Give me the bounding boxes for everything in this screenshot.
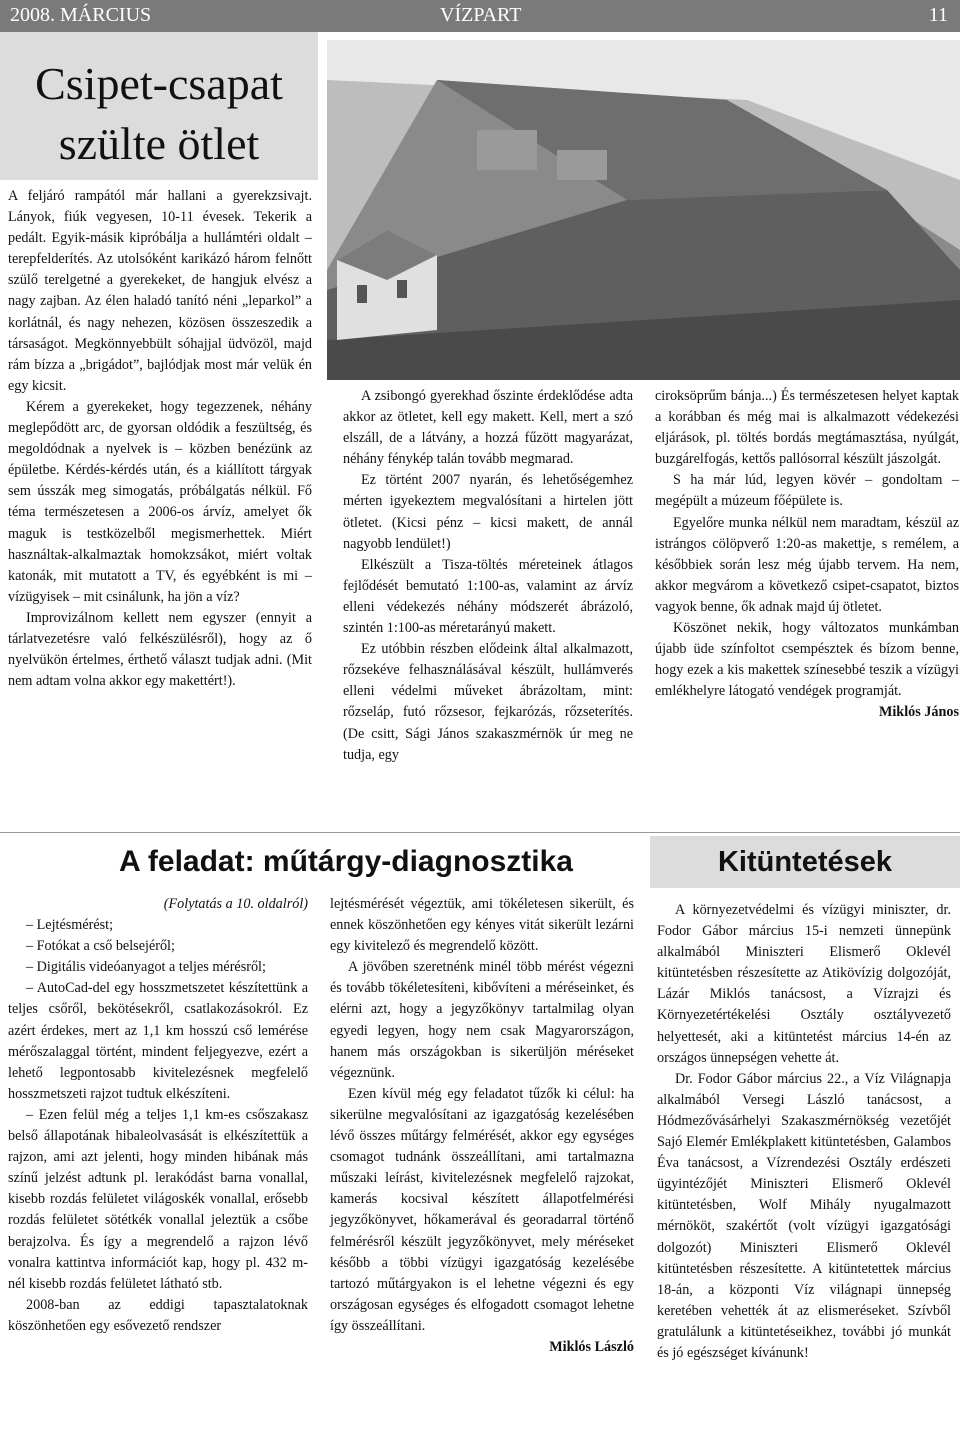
page-header (0, 0, 960, 32)
paragraph: Ez utóbbin részben elődeink által alkalmazott, rőzsekéve felhasználásával készült, hullámverés elleni védelmi műveket ábrázoltam, mint: rőzseláp, futó rőzsesor, fejkarózás, rőzseterítés. (De csitt, Sági János szakaszmérnök úr meg ne tudja, egy (343, 641, 633, 763)
continued-note: (Folytatás a 10. oldalról) (163, 896, 308, 912)
paragraph: – Digitális videóanyagot a teljes mérésről; (26, 959, 266, 976)
paragraph: Egyelőre munka nélkül nem maradtam, készül az istrángos cölöpverő 1:20-as makettje, s remélem, a későbbiek során lesz még újabb tervem. Ha nem, akkor megvárom a következő csipet-csapatot, biztos vagyok benne, ők adnak majd új ötletet. (655, 514, 959, 615)
paragraph: Dr. Fodor Gábor március 22., a Víz Világnapja alkalmából Versegi László tanácsost, a Hódmezővásárhelyi Szakaszmérnökség vezetőjét Sajó Elemér Emlékplakett kitüntetésben, Galambos Éva tanácsost, a Vízrendezési Osztály erdészeti ügyintézőjét Miniszteri Elismerő Oklevél kitüntetésben, Wolf Mihály nyugalmazott mérnököt, szakértőt (volt vízügyi igazgatósági dolgozót) Miniszteri Elismerő Oklevél kitüntetésben részesítette. A kitüntetettek március 18-án, a központi Víz világnapi ünnepség keretében vehették át az elismeréseket. Szívből gratulálunk a kitüntetéseikhez, további jó munkát és jó egészséget kívánunk! (657, 1070, 951, 1361)
paragraph: Köszönet nekik, hogy változatos munkámban újabb üde színfoltot csempésztek és bízom benne, hogy ezek a kis makettek színesebbé teszik a vízügyi emlékhelyre látogató vendégek programját. (655, 620, 959, 700)
paragraph: A jövőben szeretnénk minél több mérést végezni és tovább tökéletesíteni, kibővíteni a méréseinket, és elérni azt, hogy a jegyzőkönyv tartalmilag olyan egyedi legyen, hogy nem csak Magyarországon, hanem más országokban is sikerüljön méréseket végeznünk. (330, 959, 634, 1081)
paragraph: lejtésmérését végeztük, ami tökéletesen sikerült, és ennek köszönhetően egy kényes vitát sikerült lezárni egy kivitelező és megrendelő között. (330, 896, 634, 955)
article3-title: Kitüntetések (650, 836, 960, 888)
paragraph: – Fotókat a cső belsejéről; (26, 938, 175, 955)
paragraph: – Lejtésmérést; (26, 917, 114, 934)
article2-signature: Miklós László (549, 1338, 634, 1355)
article1-column-1 (8, 186, 312, 692)
paragraph: A környezetvédelmi és vízügyi miniszter, dr. Fodor Gábor március 15-i nemzeti ünnepünk alkalmából Miniszteri Elismerő Oklevél kitüntetésben részesítette az Atikövízig dolgozóját, Lázár Miklós tanácsost, a Vízrajzi és Környezetértékelési Osztály osztályvezető helyettesét, aki a kitüntetést március 14-én az országos ünnepségen vehette át. (657, 902, 951, 1066)
paragraph: Improvizálnom kellett nem egyszer (ennyit a tárlatvezetésre való felkészülésről), hogy az ő nyelvükön értelmes, érthető választ tudjak adni. (Mit nem adtam volna akkor egy makettért!). (8, 609, 312, 690)
paragraph: Ez történt 2007 nyarán, és lehetőségemhez mérten igyekeztem megvalósítani a hirtelen jött ötletet. (Kicsi pénz – kicsi makett, de annál nagyobb lendület!) (343, 472, 633, 552)
page-number: 11 (928, 4, 948, 26)
paragraph: A zsibongó gyerekhad őszinte érdeklődése adta akkor az ötletet, kell egy makett. Kell, mert a szó elszáll, de a látvány, a hozzá fűzött magyarázat, néhány fénykép talán tovább megmarad. (343, 388, 633, 468)
article2-column-1 (8, 894, 308, 1337)
paragraph: – Ezen felül még a teljes 1,1 km-es csőszakasz belső állapotának hibaleolvasását is elkészítettük a rajzon, ami azt jelenti, hogy minden hibának más színű jelzést adtunk pl. lerakódást barna vonallal, kisebb rozdás felületet világoskék vonallal, erősebb rozdás felületet sötétkék vonallal jeleztük a csőbe berajzolva. És így a megrendelő a rajzon lévő vonalra kattintva információt kap, hogy pl. 432 m-nél kisebb rozdás felületet látható stb. (8, 1106, 308, 1292)
article3-column (657, 900, 951, 1364)
article1-title: Csipet-csapat szülte ötlet (0, 32, 318, 180)
article1-signature: Miklós János (878, 704, 959, 721)
article2-column-2 (330, 894, 634, 1358)
article2-title: A feladat: műtárgy-diagnosztika (119, 845, 573, 878)
paragraph: Kérem a gyerekeket, hogy tegezzenek, néhány meglepődött arc, de gyorsan oldódik a feszültség, és megoldódnak a nyelvek is – közben benézünk az épületbe. Kérdés-kérdés után, és a kiállított tárgyak sem ússzák meg simogatás, próbálgatás nélkül. Fő téma természetesen a 2006-os árvíz, amelyet ők maguk is testközelből megismerhettek. Miért használtak-alkalmaztak homokzsákot, miért voltak katonák, mit mutatott a TV, és egyébként is mi – vízügyisek – mit csinálunk, ha jön a víz? (8, 398, 312, 605)
section-name: VÍZPART (440, 4, 522, 26)
issue-date: 2008. MÁRCIUS (10, 4, 152, 26)
paragraph: ciroksöprűm bánja...) És természetesen helyet kaptak a korábban és még mai is alkalmazott védekezési eljárások, pl. töltés bordás megtámasztása, nyúlgát, buzgárelfogás, kettős pallósorral készült jászolgát. (655, 388, 959, 468)
paragraph: S ha már lúd, legyen kövér – gondoltam – megépült a múzeum főépülete is. (655, 472, 959, 510)
article1-column-3 (655, 386, 959, 724)
paragraph: – AutoCad-del egy hosszmetszetet készítettünk a teljes csőről, bekötésekről, csatlakozásokról. Ez azért érdekes, mert az 1,1 km hosszú cső lemérése mérőszalaggal történt, mindent feljegyezve, ezért a lehető legpontosabb kivitelezésnek megfelelő hosszmetszeti rajzot tudtuk elkészíteni. (8, 980, 308, 1102)
section-divider (0, 832, 960, 833)
article1-column-2 (343, 386, 633, 766)
model-photo (327, 40, 960, 380)
paragraph: Ezen kívül még egy feladatot tűzők ki célul: ha sikerülne megvalósítani az igazgatóság kezelésében lévő összes műtárgy felmérését, akkor egy egységes csomagot tudnánk összeállítani, ami tartalmazna műszaki leírást, kivitelezésnek megfelelő rajzokat, kamerás kocsival készített állapotfelmérési jegyzőkönyvet, hőkamerával és georadarral történő felmérésről készült jegyzőkönyvet, mely méréseket később a többi vízügyi igazgatóság kezelésébe tartozó műtárgyakon is el lehetne végezni és egy országosan egységes és elfogadott csomagot lehetne így összeállítani. (330, 1085, 634, 1334)
levee-model-image (327, 40, 960, 380)
paragraph: 2008-ban az eddigi tapasztalatoknak köszönhetően egy esővezető rendszer (8, 1296, 308, 1334)
paragraph: Elkészült a Tisza-töltés méreteinek átlagos fejlődését bemutató 1:100-as, valamint az árvíz elleni védekezés néhány módszerét ábrázoló, szintén 1:100-as méretarányú makett. (343, 556, 633, 637)
paragraph: A feljáró rampától már hallani a gyerekzsivajt. Lányok, fiúk vegyesen, 10-11 évesek. Tekerik a pedált. Egyik-másik kipróbálja a hullámtéri oldalt – terepfelderítés. Az utolsóként karikázó három felnőtt szülő terelgetné a gyerekeket, de hangjuk elvész a nagy zajban. Az élen haladó tanító néni „leparkol” a korlátnál, és nagy nehezen, közösen összeszedik a társaságot. Megkönnyebbült sóhajjal üdvözöl, majd rám bízza a „brigádot”, bajlódjak most már velük én egy kicsit. (8, 188, 312, 394)
